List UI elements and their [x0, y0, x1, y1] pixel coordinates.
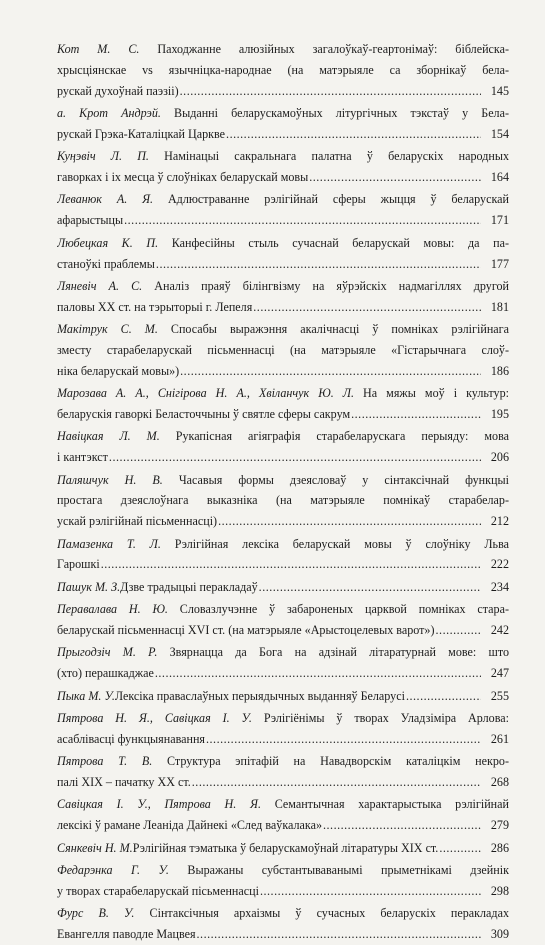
toc-entry[interactable] [57, 686, 509, 707]
toc-entry-page-number: 222 [490, 557, 509, 572]
toc-entry-title-text: паловы XX ст. на тэрыторыі г. Лепеля [57, 299, 253, 314]
toc-entry-author: Любецкая К. П. [57, 235, 159, 250]
toc-entry-page-number: 212 [490, 514, 509, 529]
toc-entry-last-line [57, 620, 509, 641]
toc-entry[interactable] [57, 383, 509, 425]
toc-entry-title-text: ніка беларускай мовы») [57, 363, 180, 378]
toc-entry-title-text: Выданні беларускамоўных літургічных тэкстаў у Бела- [174, 106, 509, 121]
toc-entry-title-text: Адлюстраванне рэлігійнай сферы жыцця ў беларускай [167, 192, 509, 207]
toc-entry-title-text: беларускай пісьменнасці XVI ст. (на матэрыяле «Арыстоцелевых варот») [57, 622, 435, 637]
toc-entry-title-text: Часавыя формы дзеясловаў у сінтаксічнай функцыі [178, 472, 509, 487]
dot-leader [226, 124, 481, 145]
toc-entry-line [57, 751, 509, 772]
toc-entry-title-text: лексікі ў рамане Леаніда Дайнекі «След ваўкалака» [57, 818, 322, 833]
toc-entry-author: Пыка М. У. [57, 688, 115, 703]
toc-entry-title-text: у творах старабеларускай пісьменнасці [57, 883, 259, 898]
toc-entry[interactable] [57, 39, 509, 102]
dot-leader [101, 554, 481, 575]
dot-leader [439, 838, 481, 859]
toc-entry-author: Прыгодзіч М. Р. [57, 645, 158, 660]
toc-entry-title-text: простага дзеяслоўнага выказніка (на матэрыяле помнікаў старабелар- [57, 493, 509, 508]
toc-entry[interactable] [57, 708, 509, 750]
toc-entry-author: Сянкевіч Н. М. [57, 840, 133, 855]
toc-entry-author: Кот М. С. [57, 42, 140, 56]
toc-entry-author: Памазенка Т. Л. [57, 536, 161, 551]
toc-entry-title-text: Звярнацца да Бога на адзінай літаратурнай мове: што [169, 645, 509, 660]
toc-entry-author: Макітрук С. М. [57, 322, 158, 337]
toc-entry-page-number: 171 [490, 213, 509, 228]
dot-leader [180, 361, 481, 382]
toc-entry-last-line [57, 729, 509, 750]
toc-entry-title-text: Рэлігіёнімы ў творах Уладзіміра Арлова: [263, 710, 509, 725]
toc-entry-title-text: зместу старабеларускай пісьменнасці (на матэрыяле «Гістарычнага слоў- [57, 342, 509, 357]
toc-entry-title-text: Канфесійны стыль сучаснай беларускай мовы: да па- [171, 235, 509, 250]
toc-entry-last-line [57, 838, 509, 859]
dot-leader [206, 729, 481, 750]
toc-entry-title-text: Лексіка праваслаўных перыядычных выданняў Беларусі [114, 688, 405, 703]
toc-entry-last-line [57, 663, 509, 684]
toc-entry-last-line [57, 772, 509, 793]
toc-entry-page-number: 195 [490, 406, 509, 421]
toc-entry-line [57, 276, 509, 297]
toc-entry-last-line [57, 210, 509, 231]
toc-entry[interactable] [57, 276, 509, 318]
toc-entry-author: Марозава А. А., Снігірова Н. А., Хвіланчук Ю. Л. [57, 386, 354, 401]
toc-entry[interactable] [57, 599, 509, 641]
toc-entry-line [57, 146, 509, 167]
toc-entry-line [57, 708, 509, 729]
toc-entry-title-text: Сінтаксічныя архаізмы ў сучасных беларускіх перакладах [149, 906, 509, 921]
toc-entry-title-text: хрысціянскае vs язычніцка-народнае (на матэрыяле са зборнікаў бела- [57, 62, 509, 77]
toc-entry-title-text: Семантычная характарыстыка рэлігійнай [274, 797, 509, 812]
toc-entry-page-number: 261 [490, 731, 509, 746]
toc-entry-author: Навіцкая Л. М. [57, 429, 160, 444]
toc-entry[interactable] [57, 470, 509, 533]
toc-entry-line [57, 39, 509, 60]
dot-leader [309, 167, 481, 188]
toc-entry-last-line [57, 924, 509, 945]
toc-entry-line [57, 60, 509, 81]
toc-entry-title-text: афарыстыцы [57, 213, 124, 228]
toc-entry-page-number: 181 [490, 299, 509, 314]
toc-entry-title-text: Гарошкі [57, 557, 100, 572]
toc-entry-page-number: 298 [490, 883, 509, 898]
toc-entry-title-text: гаворках і іх месца ў слоўніках беларускай мовы [57, 170, 309, 185]
toc-entry-author: Перавалава Н. Ю. [57, 602, 168, 617]
toc-entry-page-number: 145 [490, 83, 509, 98]
toc-entry-page-number: 309 [490, 926, 509, 941]
toc-entry[interactable] [57, 103, 509, 145]
toc-entry-title-text: Паходжанне алюзійных загалоўкаў-геартонімаў: біблейска- [157, 42, 509, 56]
toc-entry-page-number: 186 [490, 363, 509, 378]
toc-entry-last-line [57, 297, 509, 318]
toc-entry-page-number: 177 [490, 256, 509, 271]
toc-entry-last-line [57, 511, 509, 532]
toc-entry-title-text: Словазлучэнне ў забароненых царквой помніках стара- [179, 602, 509, 617]
toc-entry[interactable] [57, 189, 509, 231]
toc-entry-line [57, 794, 509, 815]
toc-entry-title-text: Выражаны субстантываванымі прыметнікамі дзейнік [187, 862, 509, 877]
toc-entry-title-text: Намінацыі сакральнага палатна ў беларускіх народных [164, 149, 509, 164]
dot-leader [406, 686, 481, 707]
toc-entry[interactable] [57, 903, 509, 945]
toc-entry-page-number: 164 [490, 170, 509, 185]
toc-entry[interactable] [57, 860, 509, 902]
toc-entry-author: Федарэнка Г. У. [57, 862, 169, 877]
dot-leader [260, 881, 481, 902]
dot-leader [192, 772, 481, 793]
toc-entry-last-line [57, 815, 509, 836]
toc-entry-author: Савіцкая І. У., Пятрова Н. Я. [57, 797, 261, 812]
toc-entry-author: Леванюк А. Я. [57, 192, 154, 207]
toc-entry-title-text: і кантэкст [57, 450, 108, 465]
dot-leader [351, 404, 481, 425]
toc-entry-page-number: 242 [490, 622, 509, 637]
dot-leader [436, 620, 481, 641]
toc-entry-last-line [57, 254, 509, 275]
toc-entry-line [57, 340, 509, 361]
toc-entry-title-text: Дзве традыцыі перакладаў [120, 579, 258, 594]
toc-entry[interactable] [57, 146, 509, 188]
toc-entry[interactable] [57, 577, 509, 598]
toc-entry-last-line [57, 404, 509, 425]
toc-entry-title-text: асаблівасці функцыянавання [57, 731, 205, 746]
toc-entry-title-text: Аналіз праяў білінгвізму на яўрэйскіх надмагіллях другой [154, 278, 509, 293]
toc-entry-author: Пятрова Т. В. [57, 754, 153, 769]
dot-leader [180, 81, 481, 102]
dot-leader [109, 447, 481, 468]
toc-entry[interactable] [57, 642, 509, 684]
toc-entry-last-line [57, 167, 509, 188]
toc-entry-title-text: Евангелля паводле Мацвея [57, 926, 196, 941]
toc-entry[interactable] [57, 751, 509, 793]
table-of-contents [57, 39, 509, 945]
toc-entry-line [57, 599, 509, 620]
toc-entry-author: а. Крот Андрэй. [57, 106, 161, 121]
toc-entry-author: Паляшчук Н. В. [57, 472, 163, 487]
toc-entry-last-line [57, 81, 509, 102]
toc-entry-title-text: рускай Грэка-Каталіцкай Царкве [57, 126, 226, 141]
toc-entry-title-text: Структура эпітафій на Навадворскім каталіцкім некро- [167, 754, 509, 769]
dot-leader [253, 297, 481, 318]
toc-entry-line [57, 383, 509, 404]
toc-entry-line [57, 233, 509, 254]
toc-entry-page-number: 286 [490, 840, 509, 855]
toc-entry-page-number: 234 [490, 579, 509, 594]
toc-entry-author: Пятрова Н. Я., Савіцкая І. У. [57, 710, 252, 725]
toc-entry-page-number: 255 [490, 688, 509, 703]
toc-entry-title-text: беларускія гаворкі Беласточчыны ў святле сферы сакрум [57, 406, 351, 421]
toc-entry-last-line [57, 447, 509, 468]
toc-entry-title-text: ускай рэлігійнай пісьменнасці) [57, 514, 218, 529]
toc-entry-title-text: (хто) перашкаджае [57, 666, 154, 681]
dot-leader [156, 254, 481, 275]
toc-entry[interactable] [57, 794, 509, 836]
toc-entry-line [57, 470, 509, 491]
toc-entry-title-text: На мяжы моў і культур: [363, 386, 509, 401]
toc-entry-line [57, 319, 509, 340]
toc-entry-line [57, 490, 509, 511]
dot-leader [124, 210, 481, 231]
dot-leader [155, 663, 481, 684]
toc-entry-last-line [57, 554, 509, 575]
toc-entry-page-number: 268 [490, 774, 509, 789]
toc-entry-line [57, 642, 509, 663]
toc-entry-page-number: 247 [490, 666, 509, 681]
toc-entry-title-text: Рэлігійная тэматыка ў беларускамоўнай літаратуры XIX ст. [132, 840, 439, 855]
toc-entry-line [57, 103, 509, 124]
toc-entry-page-number: 206 [490, 450, 509, 465]
toc-entry-author: Фурс В. У. [57, 906, 135, 921]
toc-entry-line [57, 534, 509, 555]
toc-entry[interactable] [57, 319, 509, 382]
toc-entry[interactable] [57, 838, 509, 859]
toc-entry-line [57, 426, 509, 447]
toc-entry-author: Куңэвіч Л. П. [57, 149, 149, 164]
toc-entry-title-text: станоўкі праблемы [57, 256, 155, 271]
dot-leader [259, 577, 481, 598]
toc-entry-title-text: Рукапісная агіяграфія старабеларускага перыяду: мова [175, 429, 509, 444]
toc-entry-author: Пашук М. З. [57, 579, 121, 594]
dot-leader [218, 511, 481, 532]
toc-entry-title-text: Рэлігійная лексіка беларускай мовы ў слоўніку Льва [174, 536, 509, 551]
toc-entry-line [57, 860, 509, 881]
toc-entry-last-line [57, 686, 509, 707]
toc-entry[interactable] [57, 426, 509, 468]
toc-entry-last-line [57, 577, 509, 598]
toc-entry-last-line [57, 881, 509, 902]
dot-leader [197, 924, 481, 945]
toc-entry-page-number: 279 [490, 818, 509, 833]
toc-entry-title-text: Спосабы выражэння акалічнасці ў помніках рэлігійнага [170, 322, 509, 337]
toc-entry[interactable] [57, 233, 509, 275]
toc-entry-author: Ляневіч А. С. [57, 278, 143, 293]
toc-entry-page-number: 154 [490, 126, 509, 141]
dot-leader [323, 815, 481, 836]
toc-entry-last-line [57, 124, 509, 145]
toc-entry[interactable] [57, 534, 509, 576]
toc-entry-title-text: палі XIX – пачатку XX ст. [57, 774, 191, 789]
toc-entry-title-text: рускай духоўнай паэзіі) [57, 83, 179, 98]
toc-entry-last-line [57, 361, 509, 382]
toc-entry-line [57, 903, 509, 924]
toc-entry-line [57, 189, 509, 210]
